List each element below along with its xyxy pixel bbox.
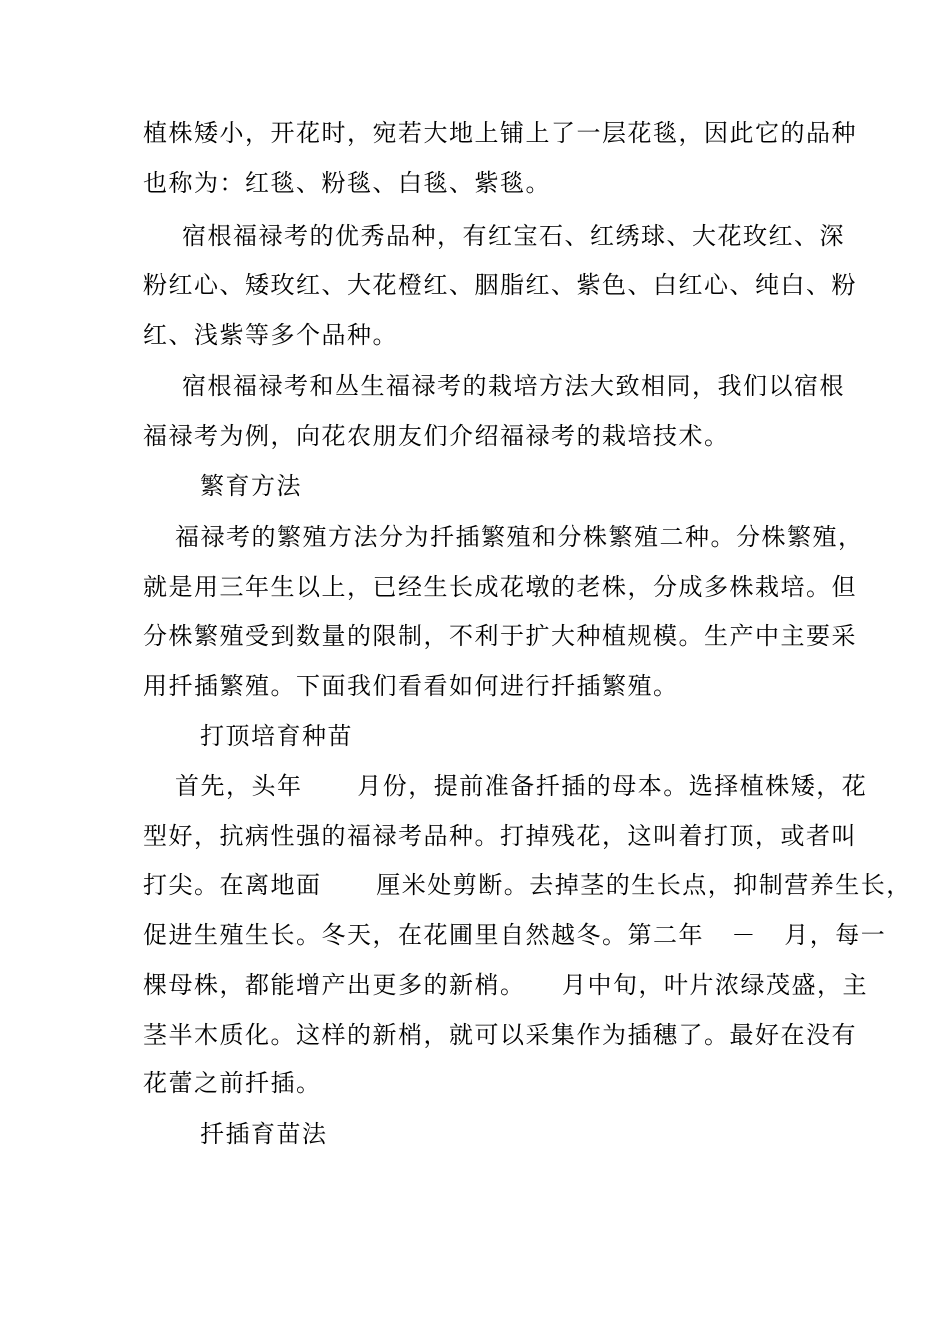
text-line-5: 红、浅紫等多个品种。	[143, 321, 398, 349]
text-line-1: 植株矮小，开花时，宛若大地上铺上了一层花毯，因此它的品种	[143, 119, 857, 147]
section-heading-cutting: 扦插育苗法	[200, 1120, 328, 1148]
text-line-3: 宿根福禄考的优秀品种，有红宝石、红绣球、大花玫红、深	[182, 222, 845, 250]
text-line-6: 宿根福禄考和丛生福禄考的栽培方法大致相同，我们以宿根	[182, 372, 845, 400]
text-line-14: 首先，头年 月份，提前准备扦插的母本。选择植株矮，花	[175, 772, 868, 800]
text-line-20: 花蕾之前扦插。	[143, 1069, 322, 1097]
text-line-12: 用扦插繁殖。下面我们看看如何进行扦插繁殖。	[143, 672, 679, 700]
text-line-7: 福禄考为例，向花农朋友们介绍福禄考的栽培技术。	[143, 422, 730, 450]
text-line-11: 分株繁殖受到数量的限制，不利于扩大种植规模。生产中主要采	[143, 622, 857, 650]
text-line-10: 就是用三年生以上，已经生长成花墩的老株，分成多株栽培。但	[143, 573, 857, 601]
text-line-9: 福禄考的繁殖方法分为扦插繁殖和分株繁殖二种。分株繁殖，	[175, 523, 864, 551]
text-line-18: 棵母株，都能增产出更多的新梢。 月中旬，叶片浓绿茂盛，主	[143, 971, 869, 999]
text-line-4: 粉红心、矮玫红、大花橙红、胭脂红、紫色、白红心、纯白、粉	[143, 271, 857, 299]
text-line-15: 型好，抗病性强的福禄考品种。打掉残花，这叫着打顶，或者叫	[143, 822, 857, 850]
section-heading-breeding: 繁育方法	[200, 472, 302, 500]
text-line-17: 促进生殖生长。冬天，在花圃里自然越冬。第二年 － 月，每一	[143, 921, 887, 949]
text-line-19: 茎半木质化。这样的新梢，就可以采集作为插穗了。最好在没有	[143, 1021, 857, 1049]
section-heading-topping: 打顶培育种苗	[200, 722, 353, 750]
text-line-2: 也称为：红毯、粉毯、白毯、紫毯。	[143, 169, 551, 197]
text-line-16: 打尖。在离地面 厘米处剪断。去掉茎的生长点，抑制营养生长，	[143, 871, 912, 899]
